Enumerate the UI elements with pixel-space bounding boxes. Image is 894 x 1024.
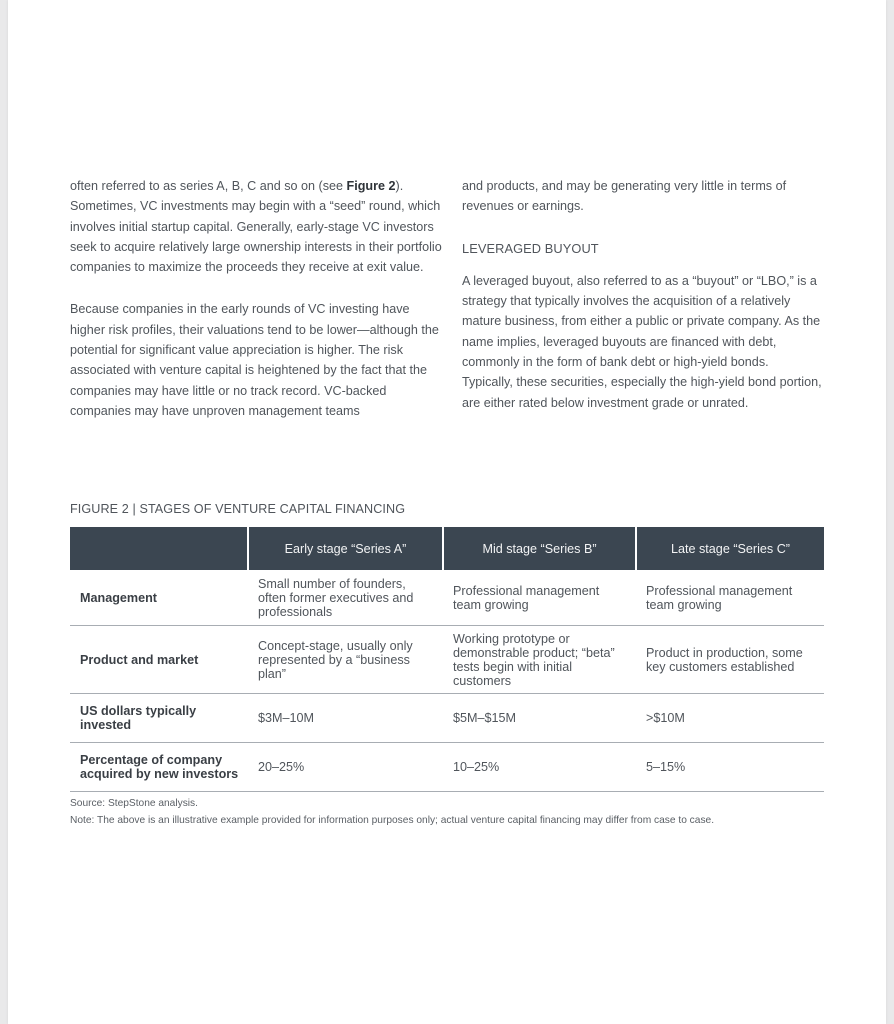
table-cell: 5–15% [636,743,824,792]
row-label: Percentage of company acquired by new investors [70,743,248,792]
table-cell: Professional management team growing [443,570,636,626]
figure-reference: Figure 2 [346,179,396,193]
table-cell: Small number of founders, often former executives and professionals [248,570,443,626]
header-blank [70,527,248,570]
table-row [70,626,824,694]
table-cell: Professional management team growing [636,570,824,626]
table-cell: Concept-stage, usually only represented by a “business plan” [248,626,443,694]
table-row [70,570,824,626]
vc-stages-table [70,527,824,792]
table-header-row [70,527,824,570]
row-label: US dollars typically invested [70,694,248,743]
table-cell: 10–25% [443,743,636,792]
header-mid-stage: Mid stage “Series B” [443,527,636,570]
right-paragraph-1: and products, and may be generating very little in terms of revenues or earnings. [462,179,787,214]
table-cell: Working prototype or demonstrable product; “beta” tests begin with initial customers [443,626,636,694]
right-column [462,176,822,413]
section-heading-leveraged-buyout: LEVERAGED BUYOUT [462,240,599,256]
table-row [70,743,824,792]
table-cell: 20–25% [248,743,443,792]
figure-title: FIGURE 2 | STAGES OF VENTURE CAPITAL FINANCING [70,502,406,516]
document-page [8,0,886,1024]
row-label: Management [70,570,248,626]
table-cell: Product in production, some key customers established [636,626,824,694]
figure-note: Note: The above is an illustrative example provided for information purposes only; actual venture capital financing may differ from case to case. [70,815,715,826]
row-label: Product and market [70,626,248,694]
header-late-stage: Late stage “Series C” [636,527,824,570]
table-cell: $3M–10M [248,694,443,743]
table-cell: $5M–$15M [443,694,636,743]
left-paragraph-2: Because companies in the early rounds of VC investing have higher risk profiles, their valuations tend to be lower—although the potential for significant value appreciation is higher. The risk associated with venture capital is heightened by the fact that the companies may have little or no track record. VC-backed companies may have unproven management teams [70,302,439,418]
left-column [70,176,442,421]
right-paragraph-2: A leveraged buyout, also referred to as a “buyout” or “LBO,” is a strategy that typically involves the acquisition of a relatively mature business, from either a public or private company. As the name implies, leveraged buyouts are financed with debt, commonly in the form of bank debt or high-yield bonds. Typically, these securities, especially the high-yield bond portion, are either rated below investment grade or unrated. [462,273,822,410]
table-row [70,694,824,743]
header-early-stage: Early stage “Series A” [248,527,443,570]
table-cell: >$10M [636,694,824,743]
left-paragraph-1: often referred to as series A, B, C and so on (see Figure 2). Sometimes, VC investments may begin with a “seed” round, which involves initial startup capital. Generally, early-stage VC investors seek to acquire relatively large ownership interests in their portfolio companies to maximize the proceeds they receive at exit value. [70,179,442,275]
figure-source: Source: StepStone analysis. [70,798,198,809]
